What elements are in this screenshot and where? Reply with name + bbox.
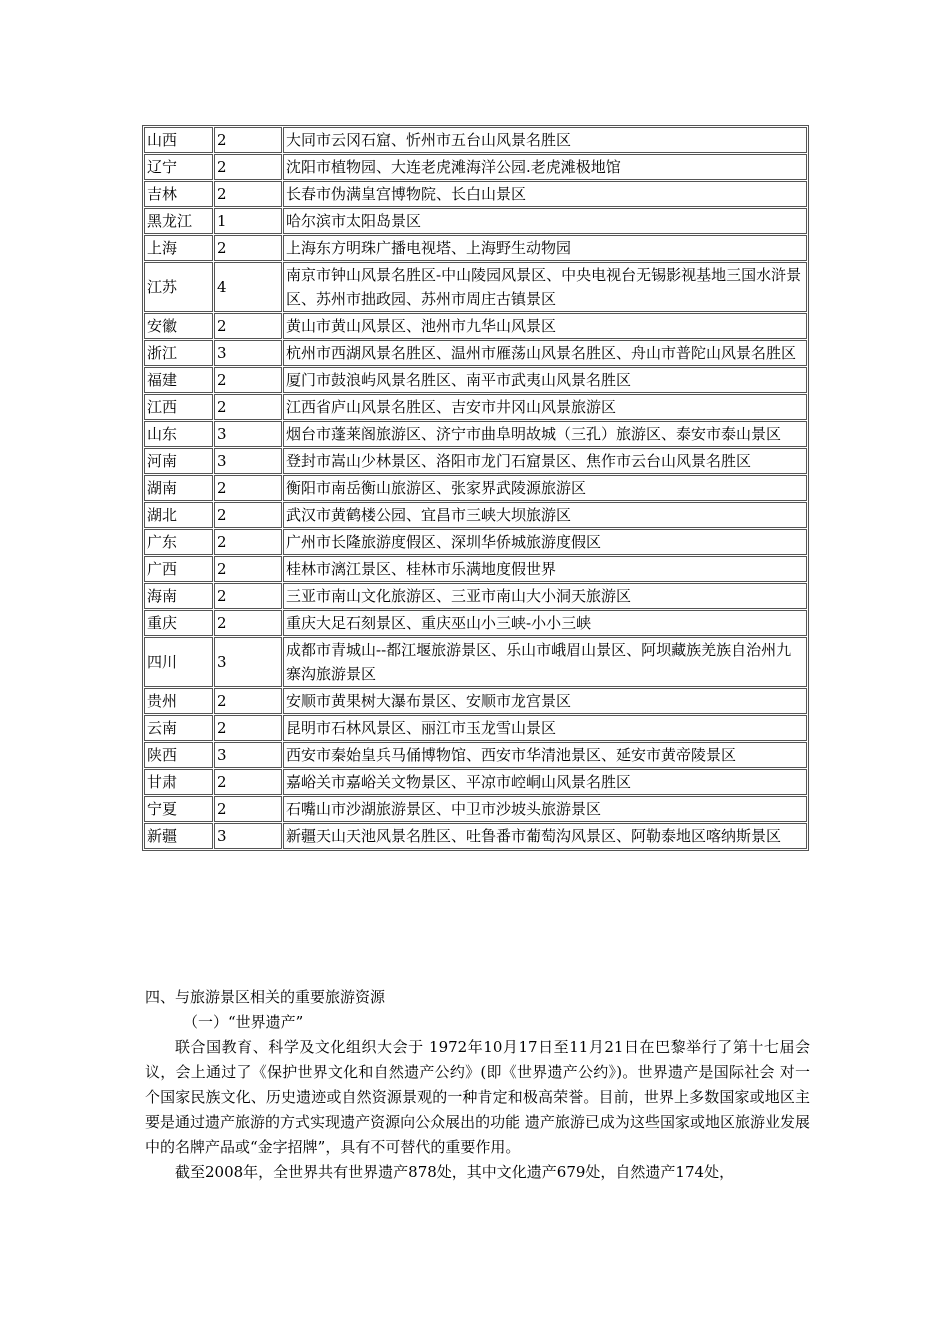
spots-cell: 嘉峪关市嘉峪关文物景区、平凉市崆峒山风景名胜区 bbox=[283, 769, 807, 795]
table-row bbox=[144, 262, 807, 312]
province-cell: 吉林 bbox=[144, 181, 213, 207]
spots-cell: 江西省庐山风景名胜区、吉安市井冈山风景旅游区 bbox=[283, 394, 807, 420]
count-cell: 2 bbox=[214, 688, 282, 714]
table-row bbox=[144, 313, 807, 339]
heritage-section bbox=[145, 985, 810, 1185]
spots-cell: 登封市嵩山少林景区、洛阳市龙门石窟景区、焦作市云台山风景名胜区 bbox=[283, 448, 807, 474]
paragraph-convention: 联合国教育、科学及文化组织大会于 1972年10月17日至11月21日在巴黎举行了第十七届会议，会上通过了《保护世界文化和自然遗产公约》(即《世界遗产公约》)。世界遗产是国际社会 对一个国家民族文化、历史遗迹或自然资源景观的一种肯定和极高荣誉。目前，世界上多数国家或地区主要是通过遗产旅游的方式实现遗产资源向公众展出的功能 遗产旅游已成为这些国家或地区旅游业发展中的名牌产品或“金字招牌”，具有不可替代的重要作用。 bbox=[145, 1038, 810, 1156]
province-cell: 江苏 bbox=[144, 262, 213, 312]
table-row bbox=[144, 610, 807, 636]
spots-cell: 武汉市黄鹤楼公园、宜昌市三峡大坝旅游区 bbox=[283, 502, 807, 528]
table-row bbox=[144, 502, 807, 528]
spots-cell: 成都市青城山--都江堰旅游景区、乐山市峨眉山景区、阿坝藏族羌族自治州九寨沟旅游景区 bbox=[283, 637, 807, 687]
table-row bbox=[144, 448, 807, 474]
spots-cell: 石嘴山市沙湖旅游景区、中卫市沙坡头旅游景区 bbox=[283, 796, 807, 822]
province-cell: 江西 bbox=[144, 394, 213, 420]
table-row bbox=[144, 556, 807, 582]
province-cell: 福建 bbox=[144, 367, 213, 393]
province-cell: 宁夏 bbox=[144, 796, 213, 822]
province-cell: 安徽 bbox=[144, 313, 213, 339]
province-cell: 浙江 bbox=[144, 340, 213, 366]
section-heading: 四、与旅游景区相关的重要旅游资源 bbox=[145, 988, 386, 1006]
count-cell: 2 bbox=[214, 181, 282, 207]
province-cell: 黑龙江 bbox=[144, 208, 213, 234]
spots-cell: 杭州市西湖风景名胜区、温州市雁荡山风景名胜区、舟山市普陀山风景名胜区 bbox=[283, 340, 807, 366]
scenic-spots-table bbox=[142, 125, 809, 851]
table-row bbox=[144, 340, 807, 366]
count-cell: 1 bbox=[214, 208, 282, 234]
count-cell: 2 bbox=[214, 127, 282, 153]
table-row bbox=[144, 688, 807, 714]
table-row bbox=[144, 529, 807, 555]
spots-cell: 新疆天山天池风景名胜区、吐鲁番市葡萄沟风景区、阿勒泰地区喀纳斯景区 bbox=[283, 823, 807, 849]
count-cell: 2 bbox=[214, 583, 282, 609]
province-cell: 重庆 bbox=[144, 610, 213, 636]
spots-cell: 昆明市石林风景区、丽江市玉龙雪山景区 bbox=[283, 715, 807, 741]
province-cell: 新疆 bbox=[144, 823, 213, 849]
scenic-table-body bbox=[144, 127, 807, 849]
spots-cell: 烟台市蓬莱阁旅游区、济宁市曲阜明故城（三孔）旅游区、泰安市泰山景区 bbox=[283, 421, 807, 447]
count-cell: 4 bbox=[214, 262, 282, 312]
spots-cell: 重庆大足石刻景区、重庆巫山小三峡-小小三峡 bbox=[283, 610, 807, 636]
count-cell: 2 bbox=[214, 715, 282, 741]
spots-cell: 哈尔滨市太阳岛景区 bbox=[283, 208, 807, 234]
province-cell: 广西 bbox=[144, 556, 213, 582]
table-row bbox=[144, 235, 807, 261]
count-cell: 3 bbox=[214, 421, 282, 447]
spots-cell: 上海东方明珠广播电视塔、上海野生动物园 bbox=[283, 235, 807, 261]
province-cell: 陕西 bbox=[144, 742, 213, 768]
province-cell: 贵州 bbox=[144, 688, 213, 714]
spots-cell: 大同市云冈石窟、忻州市五台山风景名胜区 bbox=[283, 127, 807, 153]
table-row bbox=[144, 475, 807, 501]
spots-cell: 南京市钟山风景名胜区-中山陵园风景区、中央电视台无锡影视基地三国水浒景区、苏州市拙政园、苏州市周庄古镇景区 bbox=[283, 262, 807, 312]
province-cell: 山东 bbox=[144, 421, 213, 447]
province-cell: 广东 bbox=[144, 529, 213, 555]
province-cell: 甘肃 bbox=[144, 769, 213, 795]
table-row bbox=[144, 742, 807, 768]
count-cell: 2 bbox=[214, 394, 282, 420]
table-row bbox=[144, 367, 807, 393]
count-cell: 3 bbox=[214, 823, 282, 849]
table-row bbox=[144, 637, 807, 687]
province-cell: 海南 bbox=[144, 583, 213, 609]
table-row bbox=[144, 796, 807, 822]
spots-cell: 安顺市黄果树大瀑布景区、安顺市龙宫景区 bbox=[283, 688, 807, 714]
count-cell: 3 bbox=[214, 742, 282, 768]
table-row bbox=[144, 208, 807, 234]
table-row bbox=[144, 769, 807, 795]
count-cell: 2 bbox=[214, 475, 282, 501]
spots-cell: 广州市长隆旅游度假区、深圳华侨城旅游度假区 bbox=[283, 529, 807, 555]
count-cell: 2 bbox=[214, 529, 282, 555]
count-cell: 3 bbox=[214, 637, 282, 687]
table-row bbox=[144, 421, 807, 447]
count-cell: 2 bbox=[214, 154, 282, 180]
table-row bbox=[144, 715, 807, 741]
count-cell: 2 bbox=[214, 313, 282, 339]
province-cell: 辽宁 bbox=[144, 154, 213, 180]
spots-cell: 厦门市鼓浪屿风景名胜区、南平市武夷山风景名胜区 bbox=[283, 367, 807, 393]
count-cell: 2 bbox=[214, 235, 282, 261]
province-cell: 四川 bbox=[144, 637, 213, 687]
spots-cell: 黄山市黄山风景区、池州市九华山风景区 bbox=[283, 313, 807, 339]
count-cell: 3 bbox=[214, 340, 282, 366]
count-cell: 2 bbox=[214, 367, 282, 393]
table-row bbox=[144, 127, 807, 153]
section-subheading: （一）“世界遗产” bbox=[183, 1013, 304, 1031]
paragraph-statistics: 截至2008年，全世界共有世界遗产878处，其中文化遗产679处，自然遗产174处， bbox=[175, 1163, 735, 1181]
spots-cell: 衡阳市南岳衡山旅游区、张家界武陵源旅游区 bbox=[283, 475, 807, 501]
table-row bbox=[144, 583, 807, 609]
spots-cell: 长春市伪满皇宫博物院、长白山景区 bbox=[283, 181, 807, 207]
province-cell: 云南 bbox=[144, 715, 213, 741]
spots-cell: 西安市秦始皇兵马俑博物馆、西安市华清池景区、延安市黄帝陵景区 bbox=[283, 742, 807, 768]
count-cell: 2 bbox=[214, 796, 282, 822]
province-cell: 山西 bbox=[144, 127, 213, 153]
spots-cell: 沈阳市植物园、大连老虎滩海洋公园.老虎滩极地馆 bbox=[283, 154, 807, 180]
province-cell: 湖北 bbox=[144, 502, 213, 528]
table-row bbox=[144, 154, 807, 180]
province-cell: 湖南 bbox=[144, 475, 213, 501]
table-row bbox=[144, 823, 807, 849]
spots-cell: 三亚市南山文化旅游区、三亚市南山大小洞天旅游区 bbox=[283, 583, 807, 609]
table-row bbox=[144, 181, 807, 207]
count-cell: 2 bbox=[214, 556, 282, 582]
spots-cell: 桂林市漓江景区、桂林市乐满地度假世界 bbox=[283, 556, 807, 582]
count-cell: 3 bbox=[214, 448, 282, 474]
count-cell: 2 bbox=[214, 769, 282, 795]
count-cell: 2 bbox=[214, 610, 282, 636]
province-cell: 上海 bbox=[144, 235, 213, 261]
table-row bbox=[144, 394, 807, 420]
province-cell: 河南 bbox=[144, 448, 213, 474]
count-cell: 2 bbox=[214, 502, 282, 528]
